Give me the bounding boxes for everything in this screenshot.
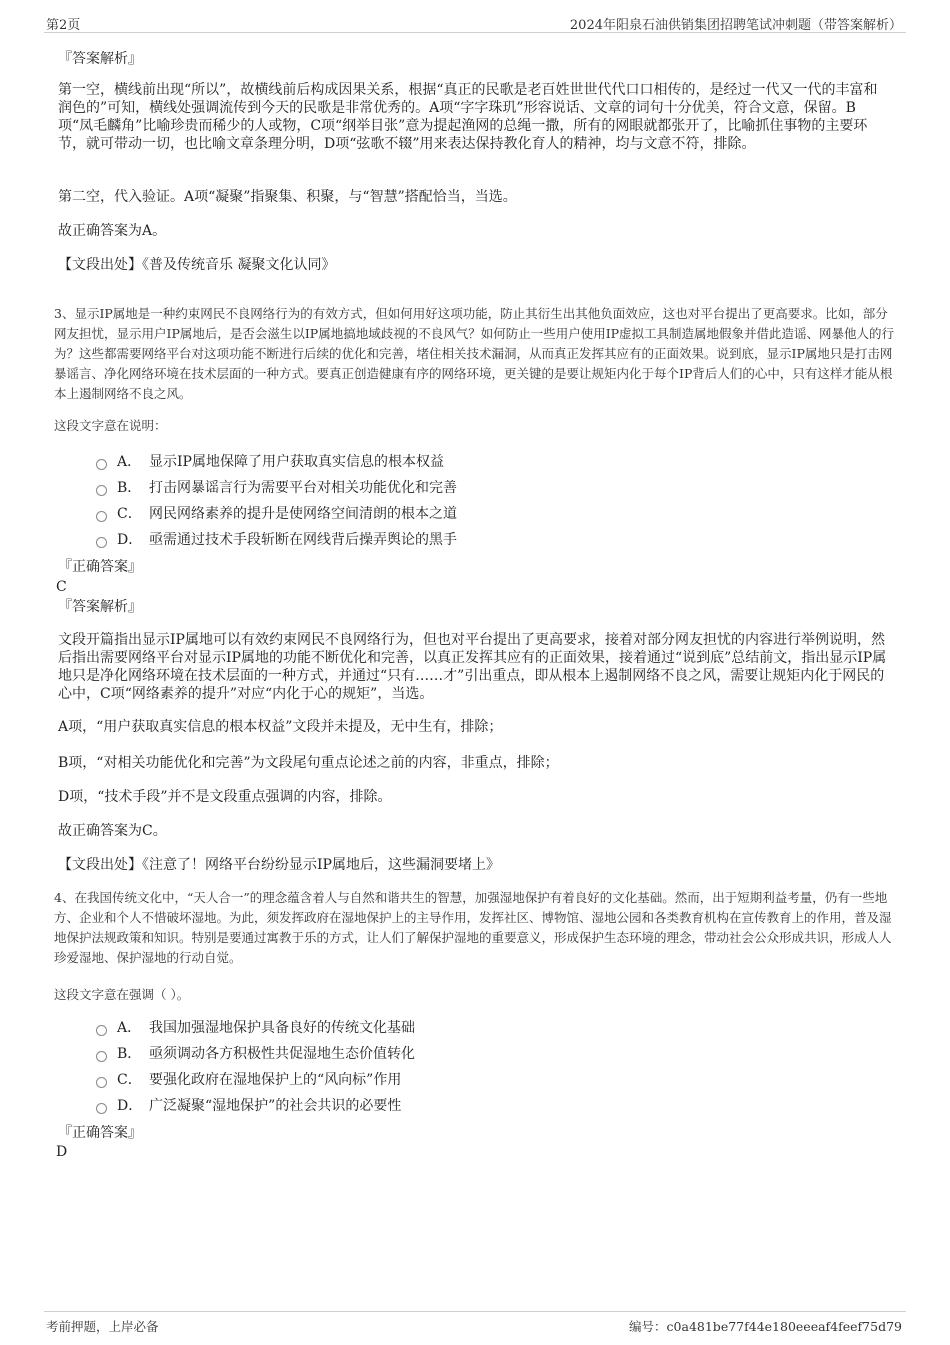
q3-question: 这段文字意在说明： xyxy=(54,418,167,433)
radio-icon[interactable] xyxy=(96,537,107,548)
radio-icon[interactable] xyxy=(96,1025,107,1036)
q4-answer: D xyxy=(56,1144,68,1160)
radio-icon[interactable] xyxy=(96,1103,107,1114)
q3-answer-label: 『正确答案』 xyxy=(58,559,142,575)
q2-source: 【文段出处】《普及传统音乐 凝聚文化认同》 xyxy=(58,257,336,273)
radio-icon[interactable] xyxy=(96,1051,107,1062)
q3-analysis: 文段开篇指出显示IP属地可以有效约束网民不良网络行为，但也对平台提出了更高要求，接着对部分网友担忧的内容进行举例说明，然后指出需要网络平台对显示IP属地的功能不断优化和完善，以真正发挥其应有的正面效果，接着通过“说到底”总结前文，指出显示IP属地只是净化网络环境在技术层面的一种方式，并通过“只有……才”引出重点，即从根本上遏制网络不良之风，需要让规矩内化于网民的心中，C项“网络素养的提升”对应“内化于心的规矩”，当选。 xyxy=(58,632,887,702)
q4-stem: 4、在我国传统文化中，“天人合一”的理念蕴含着人与自然和谐共生的智慧，加强湿地保护有着良好的文化基础。然而，出于短期利益考量，仍有一些地方、企业和个人不惜破坏湿地。为此，须发挥政府在湿地保护上的主导作用，发挥社区、博物馆、湿地公园和各类教育机构在宣传教育上的作用，普及湿地保护法规政策和知识。特别是要通过寓教于乐的方式，让人们了解保护湿地的重要意义，形成保护生态环境的理念，带动社会公众形成共识，形成人人珍爱湿地、保护湿地的行动自觉。 xyxy=(54,890,892,965)
q3-note-d: D项，“技术手段”并不是文段重点强调的内容，排除。 xyxy=(58,789,392,805)
q2-analysis-label: 『答案解析』 xyxy=(58,51,142,67)
radio-icon[interactable] xyxy=(96,511,107,522)
q4-option-d[interactable]: D． 广泛凝聚“湿地保护”的社会共识的必要性 xyxy=(96,1097,401,1115)
document-id: 编号：c0a481be77f44e180eeeaf4feef75d79 xyxy=(629,1319,902,1334)
q4-answer-label: 『正确答案』 xyxy=(58,1125,142,1141)
footer-slogan: 考前押题，上岸必备 xyxy=(46,1319,159,1334)
page-header xyxy=(44,12,906,33)
radio-icon[interactable] xyxy=(96,485,107,496)
q3-note-b: B项，“对相关功能优化和完善”为文段尾句重点论述之前的内容，非重点，排除； xyxy=(58,755,559,771)
q3-stem: 3、显示IP属地是一种约束网民不良网络行为的有效方式，但如何用好这项功能，防止其衍生出其他负面效应，这也对平台提出了更高要求。比如，部分网友担忧，显示用户IP属地后，是否会滋生以IP属地搞地域歧视的不良风气？如何防止一些用户使用IP虚拟工具制造属地假象并借此造谣、网暴他人的行为？这些都需要网络平台对这项功能不断进行后续的优化和完善，堵住相关技术漏洞，从而真正发挥其应有的正面效果。说到底，显示IP属地只是打击网暴谣言、净化网络环境在技术层面的一种方式。要真正创造健康有序的网络环境，更关键的是要让规矩内化于每个IP背后人们的心中，只有这样才能从根本上遏制网络不良之风。 xyxy=(54,306,895,401)
q3-option-c[interactable]: C． 网民网络素养的提升是使网络空间清朗的根本之道 xyxy=(96,505,457,523)
q4-option-a[interactable]: A． 我国加强湿地保护具备良好的传统文化基础 xyxy=(96,1019,415,1037)
page-footer xyxy=(44,1311,906,1336)
q3-option-d[interactable]: D． 亟需通过技术手段斩断在网线背后操弄舆论的黑手 xyxy=(96,531,457,549)
q3-option-a[interactable]: A． 显示IP属地保障了用户获取真实信息的根本权益 xyxy=(96,453,444,471)
radio-icon[interactable] xyxy=(96,459,107,470)
q4-option-b[interactable]: B． 亟须调动各方积极性共促湿地生态价值转化 xyxy=(96,1045,415,1063)
radio-icon[interactable] xyxy=(96,1077,107,1088)
page-number: 第2页 xyxy=(46,18,81,33)
document-title: 2024年阳泉石油供销集团招聘笔试冲刺题（带答案解析） xyxy=(569,18,902,33)
q3-answer: C xyxy=(56,579,67,595)
q3-note-a: A项，“用户获取真实信息的根本权益”文段并未提及，无中生有，排除； xyxy=(58,719,503,735)
q3-analysis-label: 『答案解析』 xyxy=(58,599,142,615)
q4-question: 这段文字意在强调（ ）。 xyxy=(54,987,190,1002)
q2-analysis-para1: 第一空，横线前出现“所以”，故横线前后构成因果关系，根据“真正的民歌是老百姓世世代代口口相传的，是经过一代又一代的丰富和润色的”可知，横线处强调流传到今天的民歌是非常优秀的。A项“字字珠玑”形容说话、文章的词句十分优美，符合文意，保留。B项“凤毛麟角”比喻珍贵而稀少的人或物，C项“纲举目张”意为提起渔网的总绳一撒，所有的网眼就都张开了，比喻抓住事物的主要环节，就可带动一切，也比喻文章条理分明，D项“弦歌不辍”用来表达保持教化育人的精神，均与文意不符，排除。 xyxy=(58,82,878,152)
q3-source: 【文段出处】《注意了！网络平台纷纷显示IP属地后，这些漏洞要堵上》 xyxy=(58,857,500,873)
q4-option-c[interactable]: C． 要强化政府在湿地保护上的“风向标”作用 xyxy=(96,1071,401,1089)
q3-conclusion: 故正确答案为C。 xyxy=(58,823,167,839)
q2-conclusion: 故正确答案为A。 xyxy=(58,223,167,239)
q2-analysis-para2: 第二空，代入验证。A项“凝聚”指聚集、积聚，与“智慧”搭配恰当，当选。 xyxy=(58,189,517,205)
q3-option-b[interactable]: B． 打击网暴谣言行为需要平台对相关功能优化和完善 xyxy=(96,479,457,497)
